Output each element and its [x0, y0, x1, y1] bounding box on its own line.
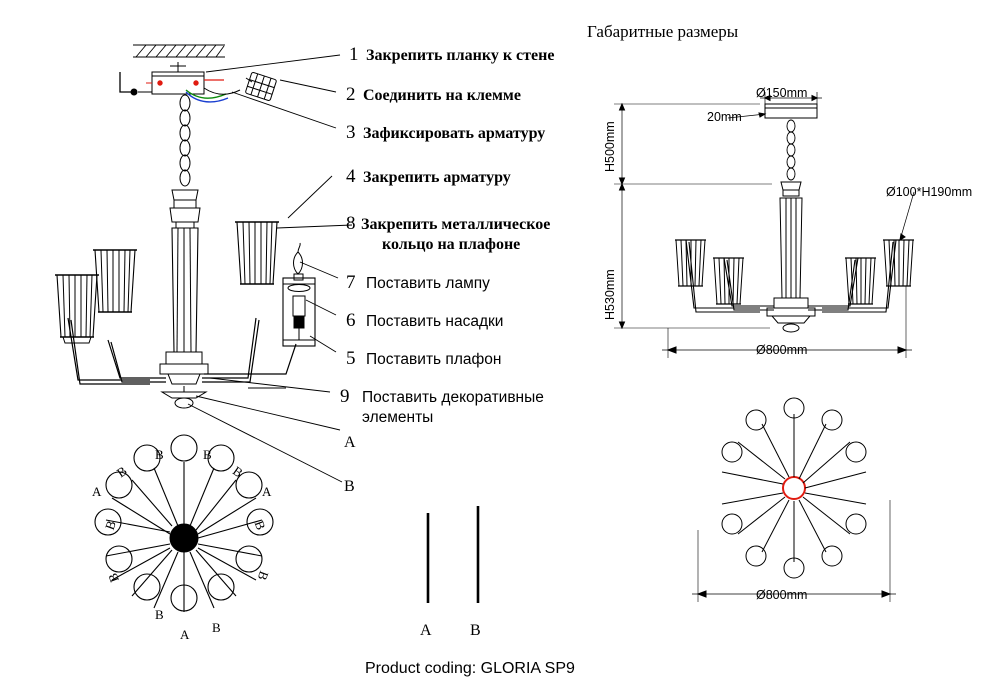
plan-view-right-drawing [660, 380, 960, 620]
page-title: Габаритные размеры [587, 22, 739, 41]
dim-top-plate-dia: Ø150mm [756, 86, 808, 100]
rod-legend-drawing [400, 505, 520, 615]
step-label-6: Поставить насадки [366, 313, 504, 330]
dim-lower-height: H530mm [603, 269, 617, 320]
step-number-7: 7 [346, 272, 356, 293]
dim-upper-height: H500mm [603, 121, 617, 172]
plan-marker-b-3: B [113, 463, 130, 481]
plan-marker-a-2: A [262, 484, 272, 499]
callout-a: А [344, 434, 356, 451]
step-number-6: 6 [346, 310, 356, 331]
step-label-9-line2: элементы [362, 409, 434, 426]
step-number-5: 5 [346, 348, 356, 369]
plan-marker-b-7: B [104, 571, 122, 585]
plan-marker-b-6: B [251, 518, 269, 532]
step-label-8-line2: кольцо на плафоне [382, 236, 521, 253]
plan-marker-b-1: B [155, 447, 164, 462]
plan-marker-b-2: B [203, 447, 212, 462]
step-number-4: 4 [346, 166, 356, 187]
step-label-9: Поставить декоративные [362, 389, 544, 406]
callout-b: В [344, 478, 355, 495]
legend-letter-a: A [420, 622, 432, 639]
legend-letter-b: B [470, 622, 481, 639]
product-coding-footer: Product coding: GLORIA SP9 [365, 660, 575, 677]
dim-front-width: Ø800mm [756, 343, 808, 357]
step-number-1: 1 [349, 44, 359, 65]
step-label-8: Закрепить металлическое [361, 216, 551, 233]
plan-marker-a-3: A [180, 627, 190, 642]
plan-marker-b-9: B [155, 607, 164, 622]
step-number-8: 8 [346, 213, 356, 234]
step-label-5: Поставить плафон [366, 351, 502, 368]
plan-marker-b-8: B [254, 569, 272, 583]
front-elevation-drawing [600, 80, 1000, 370]
step-label-1: Закрепить планку к стене [366, 47, 555, 64]
step-label-4: Закрепить арматуру [363, 169, 511, 186]
step-number-9: 9 [340, 386, 350, 407]
step-number-3: 3 [346, 122, 356, 143]
step-label-7: Поставить лампу [366, 275, 490, 292]
dim-plan-width: Ø800mm [756, 588, 808, 602]
plan-marker-b-4: B [230, 463, 246, 481]
step-number-2: 2 [346, 84, 356, 105]
plan-marker-b-5: B [101, 518, 119, 532]
step-label-2: Соединить на клемме [363, 87, 521, 104]
dim-shade-size: Ø100*H190mm [886, 185, 973, 199]
step-label-3: Зафиксировать арматуру [363, 125, 546, 142]
plan-view-left-drawing [50, 410, 350, 655]
dim-plate-height: 20mm [707, 110, 742, 124]
plan-marker-b-10: B [212, 620, 221, 635]
plan-marker-a-1: A [92, 484, 102, 499]
